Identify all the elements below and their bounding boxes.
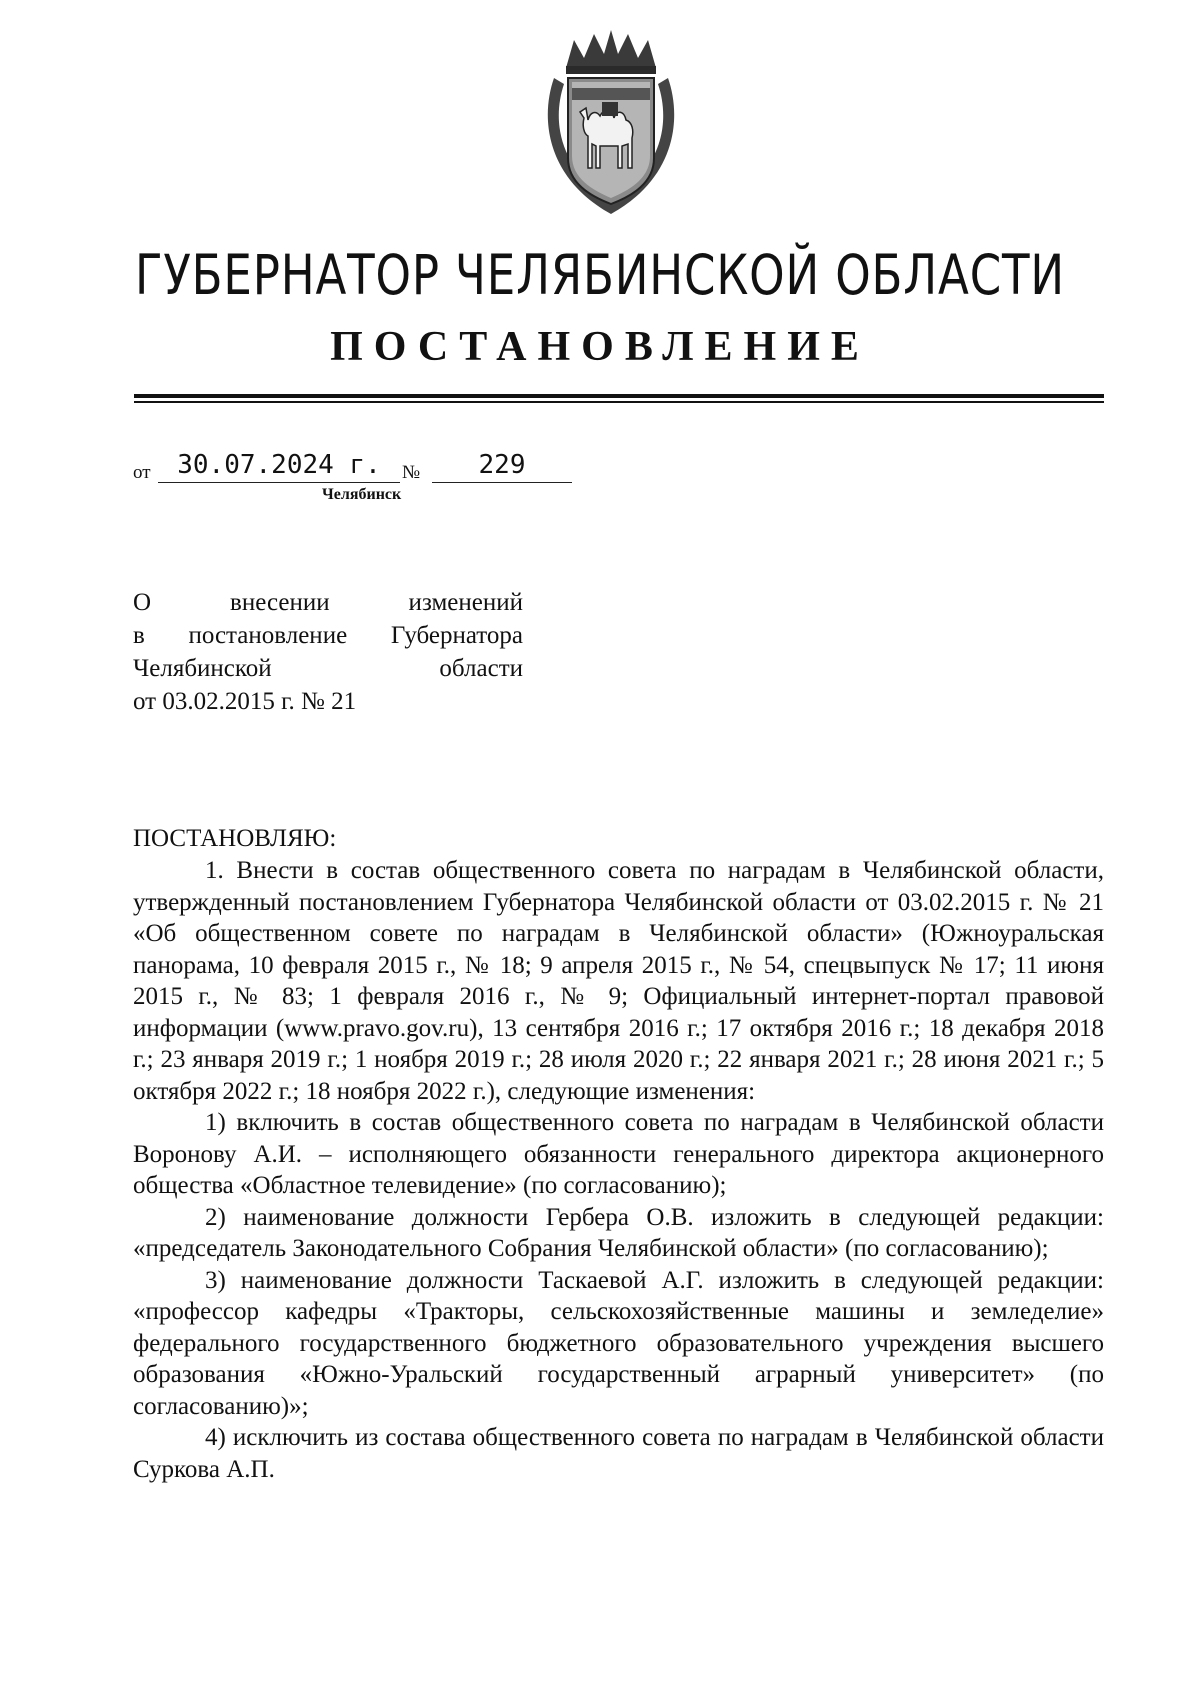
header-rule-thin — [134, 401, 1104, 403]
coat-of-arms-icon — [536, 28, 686, 218]
document-date: 30.07.2024 г. — [158, 448, 400, 483]
document-subject — [133, 586, 523, 718]
city-name: Челябинск — [322, 486, 402, 503]
subject-line: Челябинской области — [133, 655, 523, 682]
subject-line: от 03.02.2015 г. № 21 — [133, 688, 357, 715]
paragraph-1-1: 1) включить в состав общественного совета по наградам в Челябинской области Воронову А.И. – исполняющего обязанности генерального директора акционерного общества «Областное телевидение» (по согласованию); — [133, 1109, 1104, 1199]
number-label: № — [402, 462, 421, 483]
paragraph-1-4: 4) исключить из состава общественного совета по наградам в Челябинской области Суркова А.П. — [133, 1424, 1104, 1483]
document-body — [133, 855, 1104, 1485]
issuer-title: ГУБЕРНАТОР ЧЕЛЯБИНСКОЙ ОБЛАСТИ — [135, 243, 1065, 307]
paragraph-1-2: 2) наименование должности Гербера О.В. изложить в следующей редакции: «председатель Законодательного Собрания Челябинской области» (по согласованию); — [133, 1203, 1104, 1262]
paragraph-1: 1. Внести в состав общественного совета по наградам в Челябинской области, утвержденный постановлением Губернатора Челябинской области от 03.02.2015 г. № 21 «Об общественном совете по наградам в Челябинской области» (Южноуральская панорама, 10 февраля 2015 г., № 18; 9 апреля 2015 г., № 54, спецвыпуск № 17; 11 июня 2015 г., № 83; 1 февраля 2016 г., № 9; Официальный интернет-портал правовой информации (www.pravo.gov.ru), 13 сентября 2016 г.; 17 октября 2016 г.; 18 декабря 2018 г.; 23 января 2019 г.; 1 ноября 2019 г.; 28 июля 2020 г.; 22 января 2021 г.; 28 июня 2021 г.; 5 октября 2022 г.; 18 ноября 2022 г.), следующие изменения: — [133, 857, 1104, 1105]
document-number: 229 — [432, 448, 572, 483]
decree-word: ПОСТАНОВЛЯЮ: — [133, 825, 337, 852]
document-type: ПОСТАНОВЛЕНИЕ — [330, 324, 870, 370]
subject-line: в постановление Губернатора — [133, 622, 523, 649]
header-rule-thick — [134, 394, 1104, 398]
date-label: от — [133, 462, 151, 483]
paragraph-1-3: 3) наименование должности Таскаевой А.Г. изложить в следующей редакции: «профессор кафедры «Тракторы, сельскохозяйственные машины и земледелие» федерального государственного бюджетного образовательного учреждения высшего образования «Южно-Уральский государственный аграрный университет» (по согласованию)»; — [133, 1266, 1104, 1420]
subject-line: О внесении изменений — [133, 589, 523, 616]
